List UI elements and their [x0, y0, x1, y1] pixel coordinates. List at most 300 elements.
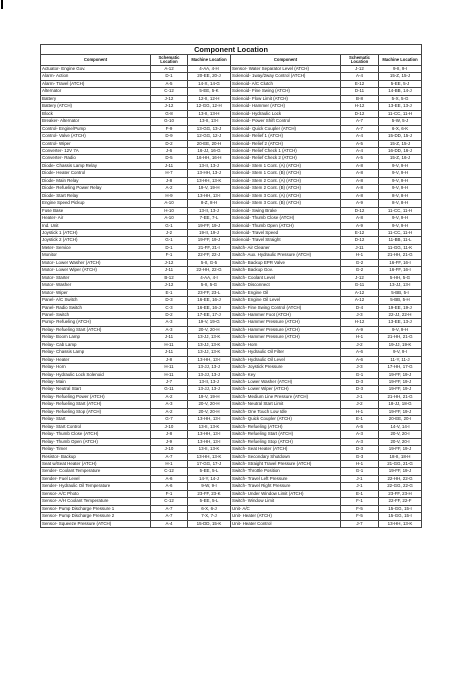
left-component-name: Control- Engine/Pump — [41, 125, 151, 132]
left-component-name: Panel- Radio Switch — [41, 304, 151, 311]
right-machine-location: 5-X, 5-G — [379, 95, 422, 102]
table-row — [41, 244, 422, 251]
left-machine-location: 13-HH, 13-K — [188, 177, 231, 184]
right-machine-location: 16-FF, 16-I — [379, 259, 422, 266]
left-component-name: Sensor- Pump Discharge Pressure 2 — [41, 513, 151, 520]
left-component-name: Alarm- Travel (ATCH) — [41, 80, 151, 87]
right-component-name: Switch- Quick Coupler (ATCH) — [231, 416, 341, 423]
left-schematic-location: J-10 — [151, 446, 188, 453]
left-component-name: Relay- Hydraulic Lock Solenoid — [41, 371, 151, 378]
right-component-name: Switch- Under Window Limit (ATCH) — [231, 490, 341, 497]
left-component-name: Sender- Hydraulic Oil Temperature — [41, 483, 151, 490]
right-machine-location: 19-JJ, 19-K — [379, 341, 422, 348]
left-machine-location: 21-FF, 21-I — [188, 244, 231, 251]
right-machine-location: 16-DD, 16-J — [379, 147, 422, 154]
left-machine-location: 19-V, 19-H — [188, 393, 231, 400]
table-row — [41, 468, 422, 475]
right-machine-location: 11-Y, 11-J — [379, 356, 422, 363]
table-row — [41, 289, 422, 296]
right-schematic-location: J-1 — [341, 393, 379, 400]
right-schematic-location: A-7 — [341, 118, 379, 125]
right-schematic-location: G-2 — [341, 267, 379, 274]
right-component-name: Switch- Refueling Start (ATCH) — [231, 431, 341, 438]
header-component: Component — [41, 55, 151, 66]
right-component-name: Switch- Disconnect — [231, 282, 341, 289]
right-schematic-location: J-11 — [341, 244, 379, 251]
right-machine-location: 18-II, 18-H — [379, 453, 422, 460]
right-schematic-location: G-1 — [341, 468, 379, 475]
left-component-name: Relay- Thumb Open (ATCH) — [41, 438, 151, 445]
right-component-name: Switch- Hammer Foot (ATCH) — [231, 311, 341, 318]
page-edge-mark — [1, 0, 3, 9]
right-machine-location: 9-II, 9-I — [379, 66, 422, 73]
table-row — [41, 475, 422, 482]
left-machine-location: 7-EE, 7-L — [188, 215, 231, 222]
right-schematic-location: H-12 — [341, 103, 379, 110]
right-machine-location: 5-BB, 5-I — [379, 289, 422, 296]
right-schematic-location: A-4 — [341, 147, 379, 154]
left-schematic-location: G-1 — [151, 237, 188, 244]
right-component-name: Solenoid- Travel Straight — [231, 237, 341, 244]
right-component-name: Solenoid- Flow Limit (ATCH) — [231, 95, 341, 102]
right-schematic-location: D-11 — [341, 88, 379, 95]
table-row — [41, 73, 422, 80]
right-schematic-location: J-3 — [341, 311, 379, 318]
table-row — [41, 446, 422, 453]
left-schematic-location: A-7 — [151, 513, 188, 520]
table-row — [41, 431, 422, 438]
right-schematic-location: A-8 — [341, 215, 379, 222]
left-schematic-location: G-10 — [151, 118, 188, 125]
left-machine-location: 17-GG, 17-J — [188, 461, 231, 468]
right-schematic-location: A-3 — [341, 438, 379, 445]
left-machine-location: 13-HH, 13-K — [188, 453, 231, 460]
right-schematic-location: D-3 — [341, 386, 379, 393]
left-component-name: Relay- Thumb Close (ATCH) — [41, 431, 151, 438]
table-row — [41, 408, 422, 415]
left-component-name: Battery (ATCH) — [41, 103, 151, 110]
left-machine-location: 13-HH, 13-I — [188, 416, 231, 423]
right-component-name: Switch- Throttle Position — [231, 468, 341, 475]
right-component-name: Solenoid- Thumb Open (ATCH) — [231, 222, 341, 229]
right-schematic-location: G-1 — [341, 371, 379, 378]
right-schematic-location: A-5 — [341, 155, 379, 162]
right-schematic-location: A-9 — [341, 326, 379, 333]
right-machine-location: 11-CC, 11-H — [379, 110, 422, 117]
right-machine-location: 13-JJ, 13-I — [379, 282, 422, 289]
left-component-name: Monitor — [41, 252, 151, 259]
right-machine-location: 18-JJ, 18-G — [379, 401, 422, 408]
right-machine-location: 9-V, 9-H — [379, 215, 422, 222]
table-row — [41, 192, 422, 199]
table-row — [41, 252, 422, 259]
left-component-name: Resistor- Backup — [41, 453, 151, 460]
table-row — [41, 438, 422, 445]
left-machine-location: 13-JJ, 13-K — [188, 349, 231, 356]
table-row — [41, 379, 422, 386]
header-schematic: Schematic Location — [151, 55, 188, 66]
right-schematic-location: H-12 — [341, 319, 379, 326]
left-machine-location: 13-JJ, 13-K — [188, 341, 231, 348]
left-component-name: Relay- Timer — [41, 446, 151, 453]
right-schematic-location: A-8 — [341, 192, 379, 199]
table-row — [41, 326, 422, 333]
left-machine-location: 13-HH, 13-I — [188, 356, 231, 363]
left-component-name: Relay- Main — [41, 379, 151, 386]
left-component-name: Converter- 12V 7A — [41, 147, 151, 154]
left-component-name: Sender- Coolant Temperature — [41, 468, 151, 475]
right-component-name: Switch- Air Cleaner — [231, 244, 341, 251]
right-machine-location: 9-V, 9-H — [379, 326, 422, 333]
right-machine-location: 21-HH, 21-G — [379, 252, 422, 259]
table-row — [41, 207, 422, 214]
table-row — [41, 88, 422, 95]
right-schematic-location: J-1 — [341, 483, 379, 490]
left-component-name: Battery — [41, 95, 151, 102]
right-machine-location: 14-V, 14-I — [379, 423, 422, 430]
right-component-name: Switch- Hydraulic Oil Filter — [231, 349, 341, 356]
left-component-name: Relay- Chassis Lamp — [41, 349, 151, 356]
left-schematic-location: A-7 — [151, 505, 188, 512]
right-machine-location: 11-GG, 11-K — [379, 244, 422, 251]
right-machine-location: 9-V, 9-H — [379, 162, 422, 169]
right-machine-location: 15-DD, 15-J — [379, 133, 422, 140]
table-row — [41, 177, 422, 184]
right-component-name: Switch- Fine Swing Control (ATCH) — [231, 304, 341, 311]
left-schematic-location: J-11 — [151, 267, 188, 274]
left-component-name: Motor- Lower Wiper (ATCH) — [41, 267, 151, 274]
left-machine-location: 13-HH, 13-I — [188, 431, 231, 438]
left-component-name: Relay- Start Control — [41, 423, 151, 430]
left-schematic-location: J-8 — [151, 356, 188, 363]
right-schematic-location: D-12 — [341, 237, 379, 244]
left-machine-location: 5-EE, 5-K — [188, 88, 231, 95]
left-schematic-location: H-9 — [151, 192, 188, 199]
left-machine-location: 19-FF, 19-J — [188, 237, 231, 244]
table-row — [41, 282, 422, 289]
header-component: Component — [231, 55, 341, 66]
left-component-name: Engine Speed Pickup — [41, 200, 151, 207]
right-component-name: Solenoid- Relief Check 1 (ATCH) — [231, 147, 341, 154]
table-row — [41, 118, 422, 125]
left-machine-location: 4-AA, 4-H — [188, 66, 231, 73]
table-row — [41, 274, 422, 281]
component-location-table — [40, 44, 422, 528]
right-machine-location: 22-FF, 22-F — [379, 498, 422, 505]
left-machine-location: 19-II, 19-J — [188, 229, 231, 236]
table-row — [41, 304, 422, 311]
right-component-name: Solenoid- Stem 1 Cont. (A) (ATCH) — [231, 162, 341, 169]
table-row — [41, 356, 422, 363]
right-machine-location: 5-W, 5-J — [379, 118, 422, 125]
table-title: Component Location — [41, 45, 422, 55]
right-component-name: Switch- Refueling (ATCH) — [231, 423, 341, 430]
left-schematic-location: A-3 — [151, 401, 188, 408]
left-machine-location: 13-II, 13-K — [188, 423, 231, 430]
right-schematic-location: A-8 — [341, 185, 379, 192]
left-component-name: Relay- Heater — [41, 356, 151, 363]
table-row — [41, 311, 422, 318]
right-component-name: Switch- Hydraulic Oil Level — [231, 356, 341, 363]
right-component-name: Solenoid- Fine Swing (ATCH) — [231, 88, 341, 95]
right-schematic-location: F-5 — [341, 513, 379, 520]
right-component-name: Solenoid- Stem 3 Cont. (B) (ATCH) — [231, 200, 341, 207]
left-component-name: Converter- Radio — [41, 155, 151, 162]
left-machine-location: 13-JJ, 13-J — [188, 364, 231, 371]
left-machine-location: 23-FF, 23-K — [188, 490, 231, 497]
right-machine-location: 20-V, 20-I — [379, 438, 422, 445]
left-machine-location: 13-II, 13-K — [188, 446, 231, 453]
left-component-name: Breaker- Alternator — [41, 118, 151, 125]
header-schematic: Schematic Location — [341, 55, 379, 66]
right-component-name: Solenoid- Power Shift Control — [231, 118, 341, 125]
left-machine-location: 16-EE, 16-J — [188, 304, 231, 311]
table-row — [41, 200, 422, 207]
table-row — [41, 461, 422, 468]
right-schematic-location: D-4 — [341, 304, 379, 311]
right-component-name: Switch- Engine Oil — [231, 289, 341, 296]
right-component-name: Switch- Backup EPR Valve — [231, 259, 341, 266]
table-row — [41, 229, 422, 236]
right-schematic-location: G-2 — [341, 259, 379, 266]
table-row — [41, 162, 422, 169]
header-machine: Machine Location — [188, 55, 231, 66]
table-row — [41, 215, 422, 222]
left-component-name: Sensor- Pump Discharge Pressure 1 — [41, 505, 151, 512]
right-component-name: Switch- Seat Heater (ATCH) — [231, 446, 341, 453]
table-row — [41, 66, 422, 73]
left-component-name: Fuse Base — [41, 207, 151, 214]
right-component-name: Unit- Heater Control — [231, 520, 341, 527]
right-machine-location: 21-GG, 21-G — [379, 461, 422, 468]
left-component-name: Seat w/Seat Heater (ATCH) — [41, 461, 151, 468]
right-component-name: Switch- Key — [231, 371, 341, 378]
right-machine-location: 23-FF, 23-H — [379, 490, 422, 497]
right-component-name: Switch- One Touch Low Idle — [231, 408, 341, 415]
left-component-name: Pump- Refueling (ATCH) — [41, 319, 151, 326]
right-machine-location: 19-FF, 19-J — [379, 408, 422, 415]
right-component-name: Unit- A/C — [231, 505, 341, 512]
right-component-name: Solenoid- Thumb Close (ATCH) — [231, 215, 341, 222]
left-machine-location: 20-V, 20-H — [188, 408, 231, 415]
left-schematic-location: J-8 — [151, 431, 188, 438]
right-schematic-location: A-12 — [341, 289, 379, 296]
right-component-name: Switch- Secondary Shutdown — [231, 453, 341, 460]
left-machine-location: 19-V, 19-H — [188, 185, 231, 192]
component-location-table-wrapper — [40, 44, 421, 528]
left-schematic-location: E-1 — [151, 289, 188, 296]
left-machine-location: 20-V, 20-H — [188, 401, 231, 408]
left-component-name: Diode- Heater Control — [41, 170, 151, 177]
left-schematic-location: H-11 — [151, 341, 188, 348]
right-schematic-location: A-9 — [341, 222, 379, 229]
right-component-name: Switch- Medium Line Pressure (ATCH) — [231, 393, 341, 400]
right-schematic-location: E-1 — [341, 490, 379, 497]
table-row — [41, 386, 422, 393]
right-component-name: Switch- Horn — [231, 341, 341, 348]
left-component-name: Alternator — [41, 88, 151, 95]
left-machine-location: 22-HH, 22-G — [188, 267, 231, 274]
left-machine-location: 12-II, 12-H — [188, 95, 231, 102]
left-machine-location: 14-Y, 14-J — [188, 475, 231, 482]
left-schematic-location: D-1 — [151, 244, 188, 251]
left-schematic-location: J-8 — [151, 177, 188, 184]
right-component-name: Solenoid- Stem 2 Cont. (A) (ATCH) — [231, 177, 341, 184]
right-component-name: Switch- Coolant Level — [231, 274, 341, 281]
right-schematic-location: A-7 — [341, 125, 379, 132]
left-schematic-location: A-3 — [151, 319, 188, 326]
table-row — [41, 155, 422, 162]
right-component-name: Sensor- Water Separator Level (ATCH) — [231, 66, 341, 73]
table-row — [41, 185, 422, 192]
left-schematic-location: C-12 — [151, 468, 188, 475]
left-component-name: Joystick 2 (ATCH) — [41, 237, 151, 244]
right-component-name: Switch- Engine Oil Level — [231, 297, 341, 304]
left-machine-location: 6-X, 6-J — [188, 505, 231, 512]
right-schematic-location: A-4 — [341, 73, 379, 80]
left-machine-location: 9-W, 9-I — [188, 483, 231, 490]
left-machine-location: 16-HH, 16-H — [188, 155, 231, 162]
left-component-name: Alarm- Action — [41, 73, 151, 80]
right-component-name: Switch- Window Limit — [231, 498, 341, 505]
left-schematic-location: D-3 — [151, 297, 188, 304]
right-machine-location: 20-V, 20-I — [379, 431, 422, 438]
right-schematic-location: A-8 — [341, 162, 379, 169]
right-schematic-location: G-3 — [341, 453, 379, 460]
left-schematic-location: J-6 — [151, 147, 188, 154]
left-component-name: Heater- Air — [41, 215, 151, 222]
left-machine-location: 15-DD, 15-K — [188, 520, 231, 527]
left-component-name: Sensor- Squeeze Pressure (ATCH) — [41, 520, 151, 527]
table-row — [41, 416, 422, 423]
right-schematic-location: A-4 — [341, 133, 379, 140]
right-machine-location: 5-BB, 5-H — [379, 297, 422, 304]
right-machine-location: 19-FF, 19-J — [379, 386, 422, 393]
right-schematic-location: A-5 — [341, 423, 379, 430]
left-schematic-location: H-11 — [151, 371, 188, 378]
right-schematic-location: F-5 — [341, 505, 379, 512]
right-schematic-location: G-11 — [341, 282, 379, 289]
table-row — [41, 520, 422, 527]
right-schematic-location: J-1 — [341, 475, 379, 482]
right-machine-location: 22-HH, 22-G — [379, 475, 422, 482]
right-component-name: Solenoid- Hydraulic Lock — [231, 110, 341, 117]
left-machine-location: 13-II, 13-I — [188, 118, 231, 125]
right-schematic-location: A-12 — [341, 297, 379, 304]
left-component-name: Motor- Wiper — [41, 289, 151, 296]
left-component-name: Diode- Chassis Lamp Relay — [41, 162, 151, 169]
left-component-name: Relay- Cab Lamp — [41, 341, 151, 348]
left-schematic-location: G-7 — [151, 416, 188, 423]
right-component-name: Solenoid- Swing Brake — [231, 207, 341, 214]
right-machine-location: 15-Z, 15-J — [379, 140, 422, 147]
left-machine-location: 13-HH, 13-J — [188, 170, 231, 177]
left-component-name: Relay- Refueling Start (ATCH) — [41, 401, 151, 408]
table-row — [41, 393, 422, 400]
right-machine-location: 9-V, 9-I — [379, 349, 422, 356]
right-machine-location: 20-EE, 20-I — [379, 416, 422, 423]
right-machine-location: 5-EE, 5-J — [379, 80, 422, 87]
left-component-name: Block — [41, 110, 151, 117]
right-component-name: Switch- Travel Left Pressure — [231, 475, 341, 482]
left-schematic-location: J-11 — [151, 349, 188, 356]
left-schematic-location: H-1 — [151, 461, 188, 468]
right-component-name: Solenoid- Quick Coupler (ATCH) — [231, 125, 341, 132]
right-schematic-location: A-8 — [341, 177, 379, 184]
left-schematic-location: G-11 — [151, 386, 188, 393]
right-machine-location: 15-Z, 16-J — [379, 155, 422, 162]
left-machine-location: 13-HH, 13-I — [188, 192, 231, 199]
right-machine-location: 13-HH, 13-K — [379, 520, 422, 527]
table-row — [41, 267, 422, 274]
table-row — [41, 483, 422, 490]
table-row — [41, 237, 422, 244]
left-machine-location: 7-X, 7-J — [188, 513, 231, 520]
left-schematic-location: F-9 — [151, 125, 188, 132]
table-row — [41, 140, 422, 147]
left-schematic-location: H-7 — [151, 170, 188, 177]
left-schematic-location: J-10 — [151, 423, 188, 430]
right-machine-location: 21-HH, 21-G — [379, 334, 422, 341]
left-schematic-location: J-11 — [151, 334, 188, 341]
table-row — [41, 453, 422, 460]
table-row — [41, 259, 422, 266]
left-schematic-location: A-7 — [151, 453, 188, 460]
right-machine-location: 11-CC, 11-H — [379, 207, 422, 214]
right-schematic-location: J-12 — [341, 66, 379, 73]
left-machine-location: 13-JJ, 13-J — [188, 386, 231, 393]
right-machine-location: 19-EE, 19-J — [379, 304, 422, 311]
right-machine-location: 9-V, 9-H — [379, 177, 422, 184]
right-schematic-location: J-12 — [341, 274, 379, 281]
right-schematic-location: A-6 — [341, 349, 379, 356]
left-component-name: Joystick 1 (ATCH) — [41, 229, 151, 236]
left-component-name: Motor- Washer — [41, 282, 151, 289]
right-machine-location: 15-Z, 15-J — [379, 73, 422, 80]
left-machine-location: 8-Z, 8-H — [188, 200, 231, 207]
right-machine-location: 8-V, 8-H — [379, 200, 422, 207]
right-schematic-location: E-1 — [341, 416, 379, 423]
left-machine-location: 13-GG, 13-J — [188, 125, 231, 132]
left-schematic-location: J-7 — [151, 379, 188, 386]
right-schematic-location: D-3 — [341, 379, 379, 386]
right-schematic-location: H-1 — [341, 252, 379, 259]
table-row — [41, 498, 422, 505]
table-row — [41, 170, 422, 177]
right-schematic-location: A-8 — [341, 170, 379, 177]
right-machine-location: 19-FF, 19-J — [379, 371, 422, 378]
table-row — [41, 334, 422, 341]
right-component-name: Switch- Neutral Start Limit — [231, 401, 341, 408]
left-schematic-location: J-11 — [151, 162, 188, 169]
left-schematic-location: D-2 — [151, 311, 188, 318]
right-schematic-location: J-3 — [341, 364, 379, 371]
right-component-name: Switch- Refueling Stop (ATCH) — [231, 438, 341, 445]
left-schematic-location: J-12 — [151, 259, 188, 266]
left-component-name: Relay- Horn — [41, 364, 151, 371]
right-schematic-location: B-8 — [341, 95, 379, 102]
right-component-name: Solenoid- Relief 1 (ATCH) — [231, 133, 341, 140]
left-schematic-location: A-2 — [151, 408, 188, 415]
left-schematic-location: A-12 — [151, 66, 188, 73]
right-schematic-location: E-12 — [341, 80, 379, 87]
left-machine-location: 13-JJ, 13-J — [188, 371, 231, 378]
right-machine-location: 22-GG, 22-G — [379, 483, 422, 490]
table-row — [41, 95, 422, 102]
left-machine-location: 23-FF, 23-L — [188, 289, 231, 296]
right-component-name: Solenoid- Travel Speed — [231, 229, 341, 236]
right-schematic-location: A-3 — [341, 431, 379, 438]
